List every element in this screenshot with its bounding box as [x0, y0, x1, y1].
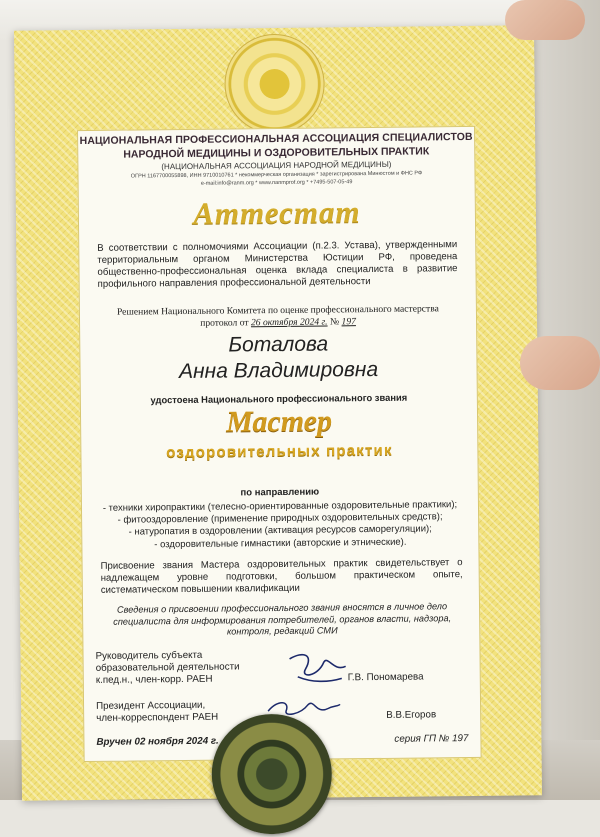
- registration-line-1: ОГРН 1167700055898, ИНН 9710010761 * некоммерческая организация * зарегистрирована Минюстом и ФНС РФ: [130, 170, 423, 180]
- president-title-line-1: Президент Ассоциации,: [96, 699, 206, 712]
- head-title-line-3: к.пед.н., член-корр. РАЕН: [95, 674, 213, 687]
- award-title-sub: оздоровительных практик: [166, 441, 393, 462]
- organization-line-3: (НАЦИОНАЛЬНАЯ АССОЦИАЦИЯ НАРОДНОЙ МЕДИЦИНЫ): [161, 159, 392, 172]
- president-signatory-name: В.В.Егоров: [386, 709, 437, 721]
- recipient-name: Анна Владимировна: [178, 357, 379, 384]
- recipient-surname: Боталова: [228, 332, 329, 357]
- decision-number: 197: [341, 316, 356, 328]
- finger-top-right: [505, 0, 585, 40]
- list-item: - натуропатия в оздоровлении (активация ресурсов саморегуляции);: [128, 523, 432, 538]
- note-paragraph: Сведения о присвоении профессионального звания вносятся в личное дело специалиста для информирования потребителей, органов власти, надзора, контроля, редакций СМИ: [113, 601, 452, 637]
- certificate-sheet: [14, 25, 542, 800]
- document-title: Аттестат: [193, 194, 361, 231]
- awarded-text: удостоена Национального профессионального звания: [150, 391, 408, 406]
- emblem-center: [259, 69, 289, 99]
- organization-line-2: НАРОДНОЙ МЕДИЦИНЫ И ОЗДОРОВИТЕЛЬНЫХ ПРАКТИК: [123, 145, 430, 161]
- list-item: - фитооздоровление (применение природных оздоровительных средств);: [117, 511, 443, 526]
- list-item: - техники хиропрактики (телесно-ориентированные оздоровительные практики);: [102, 499, 458, 514]
- head-title-line-1: Руководитель субъекта: [95, 649, 203, 662]
- certificate-content: [77, 126, 482, 762]
- decision-line-1: Решением Национального Комитета по оценке профессионального мастерства: [116, 303, 439, 318]
- president-title-line-2: член-корреспондент РАЕН: [96, 711, 219, 725]
- summary-paragraph: Присвоение звания Мастера оздоровительных практик свидетельствует о надлежащем уровне подготовки, большом практическом опыте, систематическом повышении квалификации: [100, 557, 463, 596]
- decision-number-prefix: №: [329, 316, 340, 328]
- organization-line-1: НАЦИОНАЛЬНАЯ ПРОФЕССИОНАЛЬНАЯ АССОЦИАЦИЯ СПЕЦИАЛИСТОВ: [79, 130, 473, 148]
- decision-date: 26 октября 2024 г.: [250, 316, 328, 329]
- gold-seal-icon: [211, 713, 332, 834]
- decision-prefix: протокол от: [200, 317, 249, 329]
- list-item: - оздоровительные гимнастики (авторские и этнические).: [154, 536, 407, 550]
- association-emblem-icon: [224, 33, 325, 134]
- award-title-main: Мастер: [225, 404, 333, 439]
- intro-paragraph: В соответствии с полномочиями Ассоциации (п.2.3. Устава), утвержденными территориальным органом Министерства Юстиции РФ, проведена общественно-профессиональная оценка вклада специалиста в развитие профильного направления профессиональной деятельности: [97, 239, 458, 290]
- head-title-line-2: образовательной деятельности: [95, 661, 240, 675]
- registration-line-2: e-mail:info@ranm.org * www.nanmprof.org * +7495-507-05-49: [200, 179, 353, 187]
- series-number: серия ГП № 197: [394, 733, 469, 745]
- directions-list: [82, 499, 478, 552]
- issued-date: Вручен 02 ноября 2024 г.: [96, 735, 219, 748]
- head-signatory-name: Г.В. Пономарева: [347, 671, 424, 684]
- directions-label: по направлению: [240, 486, 320, 499]
- finger-right-middle: [520, 336, 600, 390]
- head-signature-icon: [283, 648, 353, 687]
